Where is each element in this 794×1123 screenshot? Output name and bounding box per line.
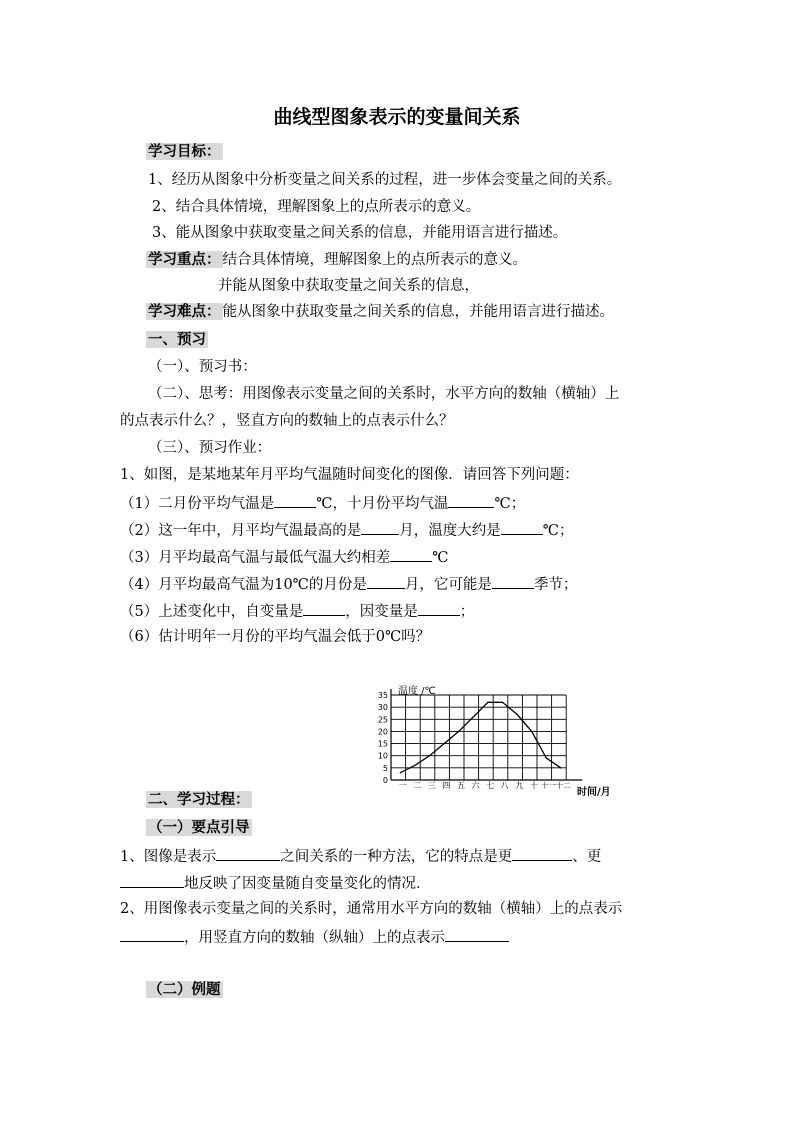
data-point xyxy=(502,702,503,703)
x-tick-label: 七 xyxy=(486,781,495,790)
process-sub2: （二）例题 xyxy=(148,981,221,998)
question-6: （6）估计明年一月份的平均气温会低于0℃吗？ xyxy=(120,629,431,645)
x-tick-label: 四 xyxy=(442,781,451,790)
y-tick-labels xyxy=(378,691,388,785)
y-tick-label: 10 xyxy=(377,751,388,761)
y-tick-label: 35 xyxy=(377,691,388,700)
temperature-chart xyxy=(364,684,634,796)
answer-blank[interactable] xyxy=(361,519,399,535)
x-tick-label: 三 xyxy=(427,781,436,790)
x-tick-label: 十二 xyxy=(555,781,571,790)
y-tick-label: 15 xyxy=(377,739,388,749)
y-tick-label: 30 xyxy=(377,703,388,713)
x-tick-label: 一 xyxy=(398,781,407,790)
key-points-line1: 结合具体情境，理解图象上的点所表示的意义。 xyxy=(222,252,527,268)
y-tick-label: 20 xyxy=(377,727,388,737)
data-point xyxy=(429,755,430,756)
answer-blank[interactable] xyxy=(303,600,345,616)
answer-blank[interactable] xyxy=(367,573,405,589)
objective-1: 1、经历从图象中分析变量之间关系的过程，进一步体会变量之间的关系。 xyxy=(148,172,622,188)
point-2-line1: 2、用图像表示变量之间的关系时，通常用水平方向的数轴（横轴）上的点表示 xyxy=(120,901,623,917)
question-5: （5）上述变化中，自变量是 ，因变量是 ； xyxy=(120,600,474,622)
answer-blank[interactable] xyxy=(418,600,460,616)
data-point xyxy=(400,772,401,773)
data-point xyxy=(531,731,532,732)
x-tick-label: 十一 xyxy=(541,781,557,790)
question-1: （1）二月份平均气温是 ℃，十月份平均气温 ℃； xyxy=(120,492,525,514)
question-3: （3）月平均最高气温与最低气温大约相差 ℃ xyxy=(120,546,448,568)
y-tick-label: 5 xyxy=(382,763,388,773)
x-tick-labels xyxy=(399,780,572,790)
point-2-line2: ，用竖直方向的数轴（纵轴）上的点表示 xyxy=(120,926,509,948)
point-1-line2: 地反映了因变量随自变量变化的情况． xyxy=(120,872,431,894)
x-tick-label: 九 xyxy=(515,781,524,790)
difficulty-heading: 学习难点： xyxy=(148,303,221,320)
question-4: （4）月平均最高气温为10℃的月份是 月，它可能是 季节； xyxy=(120,573,577,595)
key-points-line2: 并能从图象中获取变量之间关系的信息， xyxy=(218,278,479,294)
x-tick-label: 五 xyxy=(457,781,465,790)
point-1-line1: 1、图像是表示 之间关系的一种方法，它的特点是更 、更 xyxy=(120,845,601,867)
process-sub1: （一）要点引导 xyxy=(148,819,250,836)
objectives-heading: 学习目标： xyxy=(148,143,221,160)
data-point xyxy=(560,767,561,768)
page-title: 曲线型图象表示的变量间关系 xyxy=(273,106,521,128)
key-points-heading: 学习重点： xyxy=(148,251,221,268)
data-point xyxy=(414,765,415,766)
x-tick-label: 六 xyxy=(471,781,480,790)
question-intro: 1、如图，是某地某年月平均气温随时间变化的图像．请回答下列问题： xyxy=(120,467,579,483)
preview-item-1: （一）、预习书： xyxy=(148,359,257,375)
y-tick-label: 0 xyxy=(382,776,388,785)
answer-blank[interactable] xyxy=(120,872,184,888)
preview-item-3: （三）、预习作业： xyxy=(148,440,272,456)
answer-blank[interactable] xyxy=(120,926,184,942)
answer-blank[interactable] xyxy=(274,492,316,508)
x-tick-label: 八 xyxy=(500,781,509,790)
x-axis-label: 时间/月 xyxy=(577,787,611,796)
process-heading: 二、学习过程： xyxy=(148,791,250,808)
data-point xyxy=(546,758,547,759)
y-tick-label: 25 xyxy=(377,715,388,725)
x-tick-label: 二 xyxy=(413,781,422,790)
data-point xyxy=(473,716,474,717)
data-point xyxy=(487,702,488,703)
preview-heading: 一、预习 xyxy=(148,331,206,348)
answer-blank[interactable] xyxy=(445,926,509,942)
question-2: （2）这一年中，月平均气温最高的是 月，温度大约是 ℃； xyxy=(120,519,573,541)
key-points xyxy=(146,250,527,270)
data-point xyxy=(517,714,518,715)
data-point xyxy=(458,731,459,732)
answer-blank[interactable] xyxy=(216,845,280,861)
difficulty xyxy=(146,302,614,322)
difficulty-text: 能从图象中获取变量之间关系的信息，并能用语言进行描述。 xyxy=(222,304,614,320)
objective-2: 2、结合具体情境，理解图象上的点所表示的意义。 xyxy=(152,199,481,215)
answer-blank[interactable] xyxy=(501,519,543,535)
y-axis-label: 温度 /℃ xyxy=(398,686,436,697)
chart-grid xyxy=(391,695,566,780)
answer-blank[interactable] xyxy=(512,845,572,861)
objective-3: 3、能从图象中获取变量之间关系的信息，并能用语言进行描述。 xyxy=(152,225,568,241)
answer-blank[interactable] xyxy=(390,546,432,562)
x-tick-label: 十 xyxy=(530,781,538,790)
answer-blank[interactable] xyxy=(448,492,494,508)
preview-item-2-line1: （二）、思考：用图像表示变量之间的关系时，水平方向的数轴（横轴）上 xyxy=(148,386,620,402)
answer-blank[interactable] xyxy=(492,573,534,589)
preview-item-2-line2: 的点表示什么？，竖直方向的数轴上的点表示什么？ xyxy=(120,413,454,429)
chart-axes xyxy=(391,689,582,780)
data-point xyxy=(444,743,445,744)
